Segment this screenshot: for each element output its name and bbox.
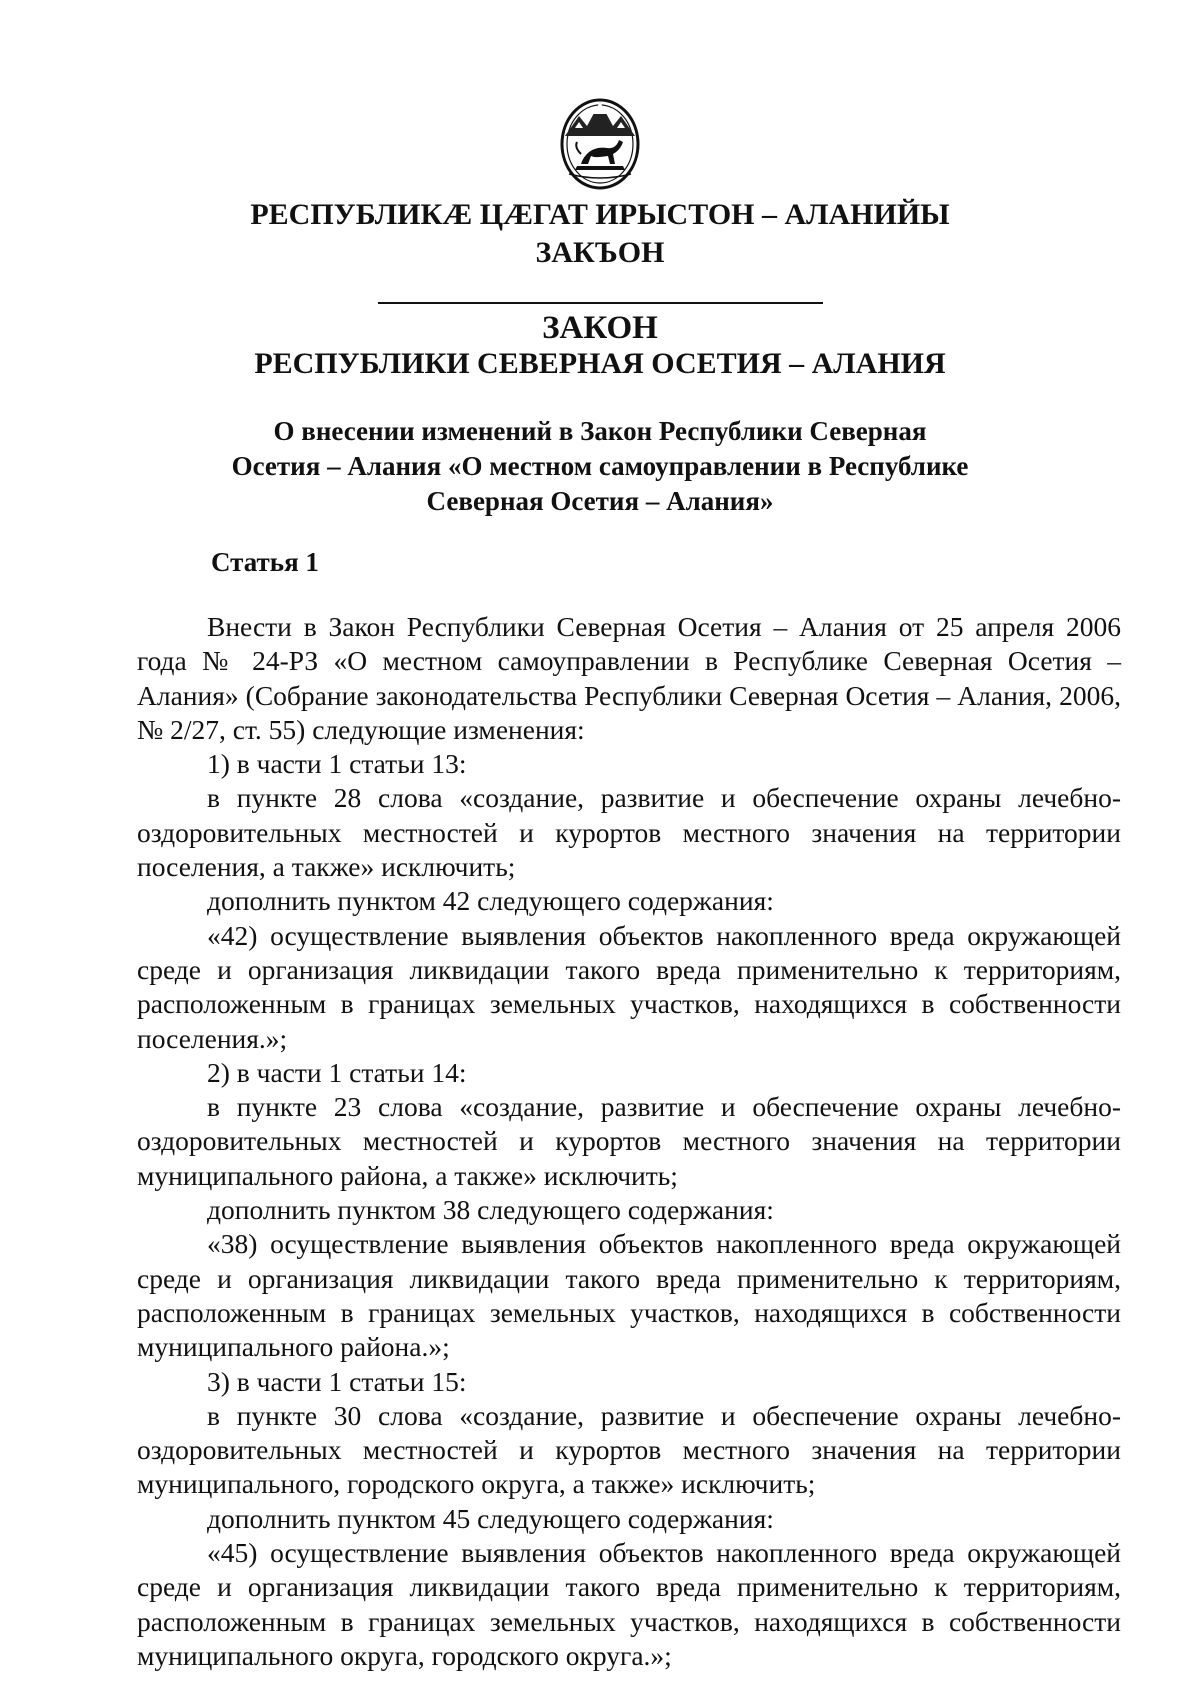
ossetian-republic-title: РЕСПУБЛИКӔ ЦӔГАТ ИРЫСТОН – АЛАНИЙЫ	[250, 198, 950, 231]
law-title: ЗАКОН	[542, 310, 658, 346]
header-divider	[378, 302, 823, 304]
article-paragraph: 1) в части 1 статьи 13:	[207, 748, 467, 780]
law-subject-line: О внесении изменений в Закон Республики Северная	[273, 416, 927, 446]
ossetian-law-title: ЗАКЪОН	[535, 236, 665, 269]
article-paragraph: Внести в Закон Республики Северная Осетия – Алания от 25 апреля 2006 года № 24-РЗ «О местном самоуправлении в Республике Северная Осетия – Алания» (Собрание законодательства Республики Северная Осетия – Алания, 2006, № 2/27, ст. 55) следующие изменения:	[137, 611, 1121, 745]
article-body	[137, 610, 1121, 1673]
law-subject-line: Осетия – Алания «О местном самоуправлении в Республике	[231, 451, 969, 481]
article-paragraph: «45) осуществление выявления объектов накопленного вреда окружающей среде и организация ликвидации такого вреда применительно к территориям, расположенным в границах земельных участков, находящихся в собственности муниципального округа, городского округа.»;	[137, 1537, 1121, 1671]
article-paragraph: дополнить пунктом 45 следующего содержания:	[207, 1502, 774, 1534]
coat-of-arms-emblem-icon	[555, 86, 645, 196]
article-paragraph: в пункте 30 слова «создание, развитие и обеспечение охраны лечебно-оздоровительных местностей и курортов местного значения на территории муниципального, городского округа, а также» исключить;	[137, 1399, 1121, 1500]
article-paragraph: «38) осуществление выявления объектов накопленного вреда окружающей среде и организация ликвидации такого вреда применительно к территориям, расположенным в границах земельных участков, находящихся в собственности муниципального района.»;	[137, 1228, 1121, 1363]
article-paragraph: 3) в части 1 статьи 15:	[207, 1365, 467, 1397]
article-paragraph: дополнить пунктом 38 следующего содержания:	[207, 1194, 774, 1226]
article-paragraph: в пункте 28 слова «создание, развитие и обеспечение охраны лечебно-оздоровительных местностей и курортов местного значения на территории поселения, а также» исключить;	[137, 782, 1121, 883]
article-title: Статья 1	[211, 547, 319, 577]
law-subject	[200, 414, 1000, 519]
article-paragraph: в пункте 23 слова «создание, развитие и обеспечение охраны лечебно-оздоровительных местностей и курортов местного значения на территории муниципального района, а также» исключить;	[137, 1091, 1121, 1191]
article-paragraph: дополнить пунктом 42 следующего содержания:	[207, 885, 774, 917]
article-paragraph: «42) осуществление выявления объектов накопленного вреда окружающей среде и организация ликвидации такого вреда применительно к территориям, расположенным в границах земельных участков, находящихся в собственности поселения.»;	[137, 919, 1121, 1054]
article-paragraph: 2) в части 1 статьи 14:	[207, 1056, 467, 1088]
republic-title: РЕСПУБЛИКИ СЕВЕРНАЯ ОСЕТИЯ – АЛАНИЯ	[254, 347, 946, 380]
law-subject-line: Северная Осетия – Алания»	[426, 486, 774, 516]
